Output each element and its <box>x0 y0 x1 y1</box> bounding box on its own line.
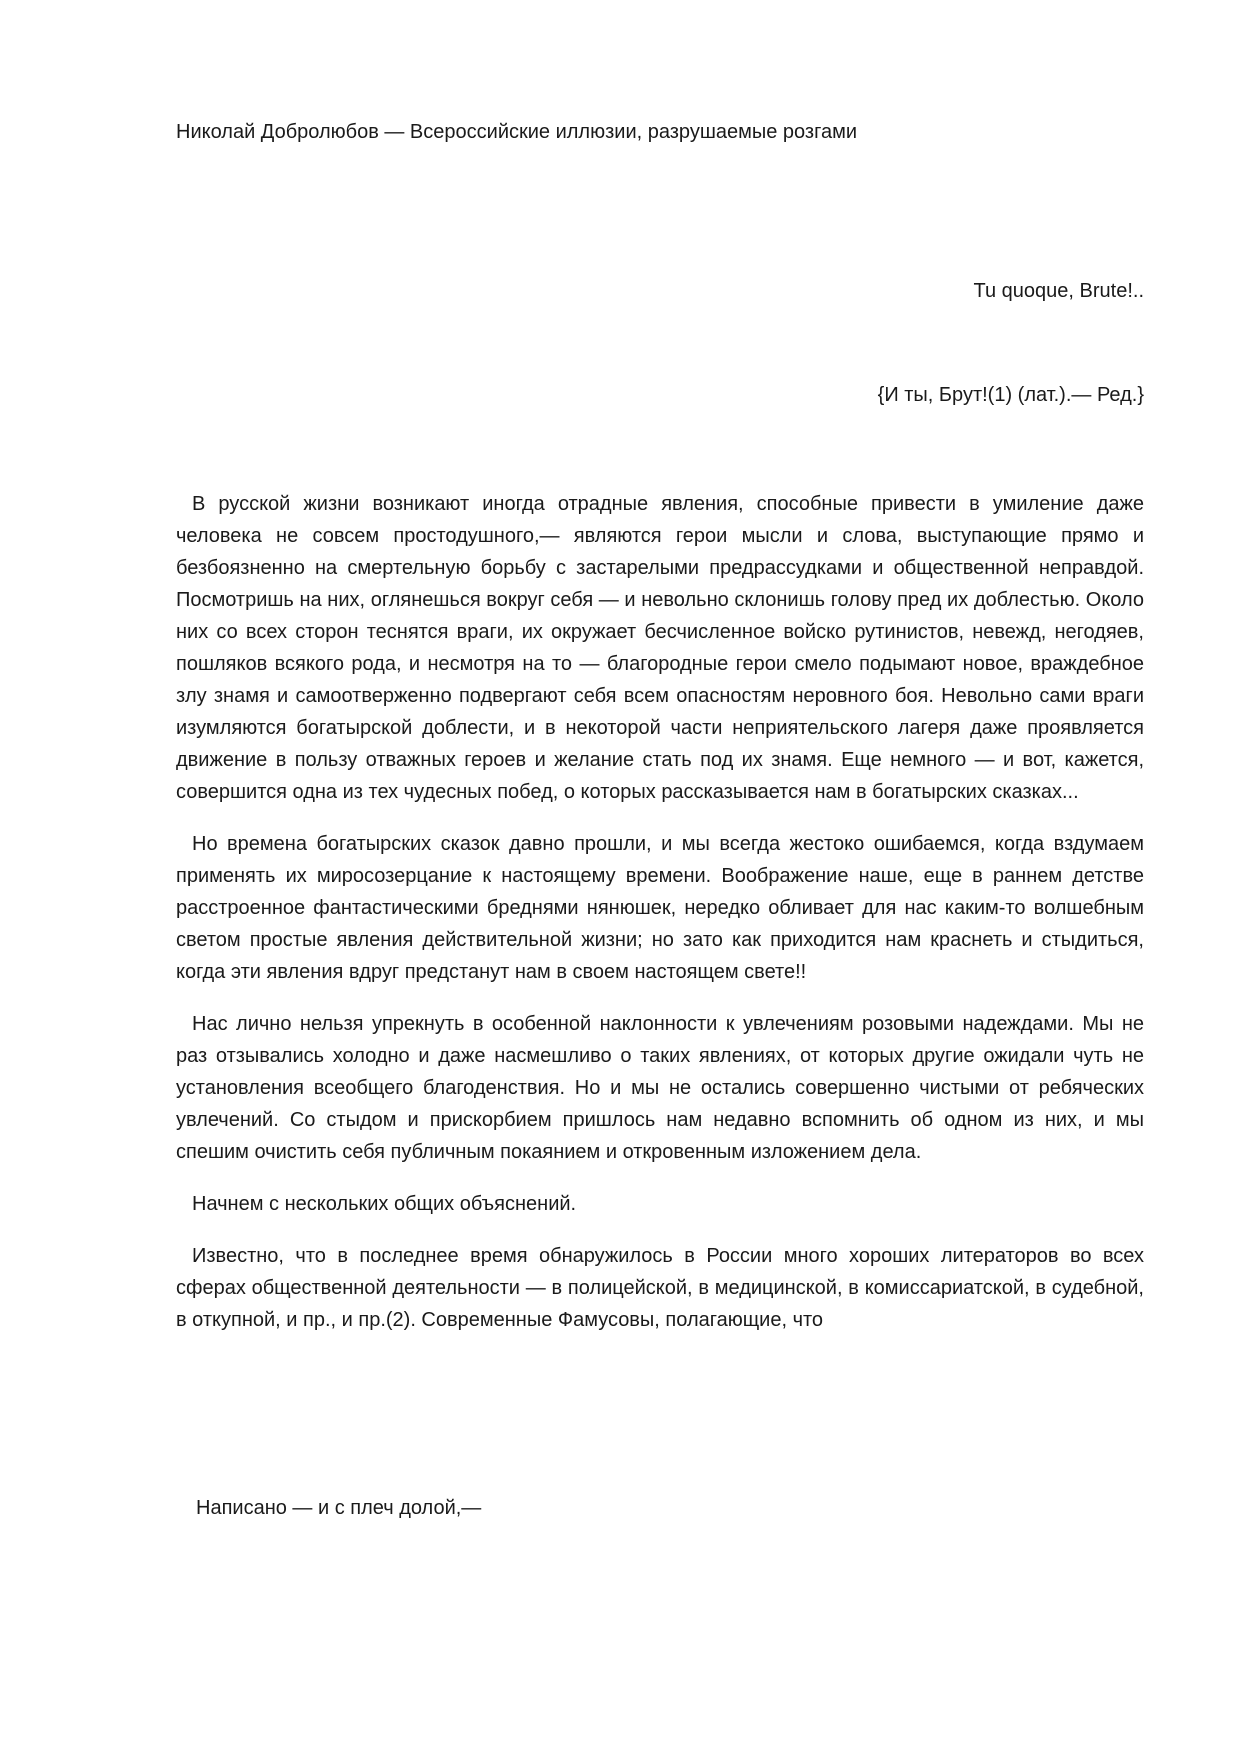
paragraph: В русской жизни возникают иногда отрадные явления, способные привести в умиление даже человека не совсем простодушного,— являются герои мысли и слова, выступающие прямо и безбоязненно на смертельную борьбу с застарелыми предрассудками и общественной неправдой. Посмотришь на них, оглянешься вокруг себя — и невольно склонишь голову пред их доблестью. Около них со всех сторон теснятся враги, их окружает бесчисленное войско рутинистов, невежд, негодяев, пошляков всякого рода, и несмотря на то — благородные герои смело подымают новое, враждебное злу знамя и самоотверженно подвергают себя всем опасностям неровного боя. Невольно сами враги изумляются богатырской доблести, и в некоторой части неприятельского лагеря даже проявляется движение в пользу отважных героев и желание стать под их знамя. Еще немного — и вот, кажется, совершится одна из тех чудесных побед, о которых рассказывается нам в богатырских сказках... <box>176 493 1144 803</box>
epigraph-latin: Tu quoque, Brute!.. <box>973 280 1144 302</box>
paragraph: Но времена богатырских сказок давно прошли, и мы всегда жестоко ошибаемся, когда вздумаем применять их миросозерцание к настоящему времени. Воображение наше, еще в раннем детстве расстроенное фантастическими бреднями нянюшек, нередко обливает для нас каким-то волшебным светом простые явления действительной жизни; но зато как приходится нам краснеть и стыдиться, когда эти явления вдруг предстанут нам в своем настоящем свете!! <box>176 833 1144 983</box>
verse-line: Написано — и с плеч долой,— <box>196 1497 482 1519</box>
document-body <box>176 488 1144 1356</box>
paragraph: Начнем с нескольких общих объяснений. <box>192 1193 577 1215</box>
epigraph-translation: {И ты, Брут!(1) (лат.).— Ред.} <box>877 384 1144 406</box>
document-title: Николай Добролюбов — Всероссийские иллюзии, разрушаемые розгами <box>176 121 858 143</box>
paragraph: Известно, что в последнее время обнаружилось в России много хороших литераторов во всех сферах общественной деятельности — в полицейской, в медицинской, в комиссариатской, в судебной, в откупной, и пр., и пр.(2). Современные Фамусовы, полагающие, что <box>176 1245 1144 1331</box>
paragraph: Нас лично нельзя упрекнуть в особенной наклонности к увлечениям розовыми надеждами. Мы не раз отзывались холодно и даже насмешливо о таких явлениях, от которых другие ожидали чуть не установления всеобщего благоденствия. Но и мы не остались совершенно чистыми от ребяческих увлечений. Со стыдом и прискорбием пришлось нам недавно вспомнить об одном из них, и мы спешим очистить себя публичным покаянием и откровенным изложением дела. <box>176 1013 1144 1163</box>
